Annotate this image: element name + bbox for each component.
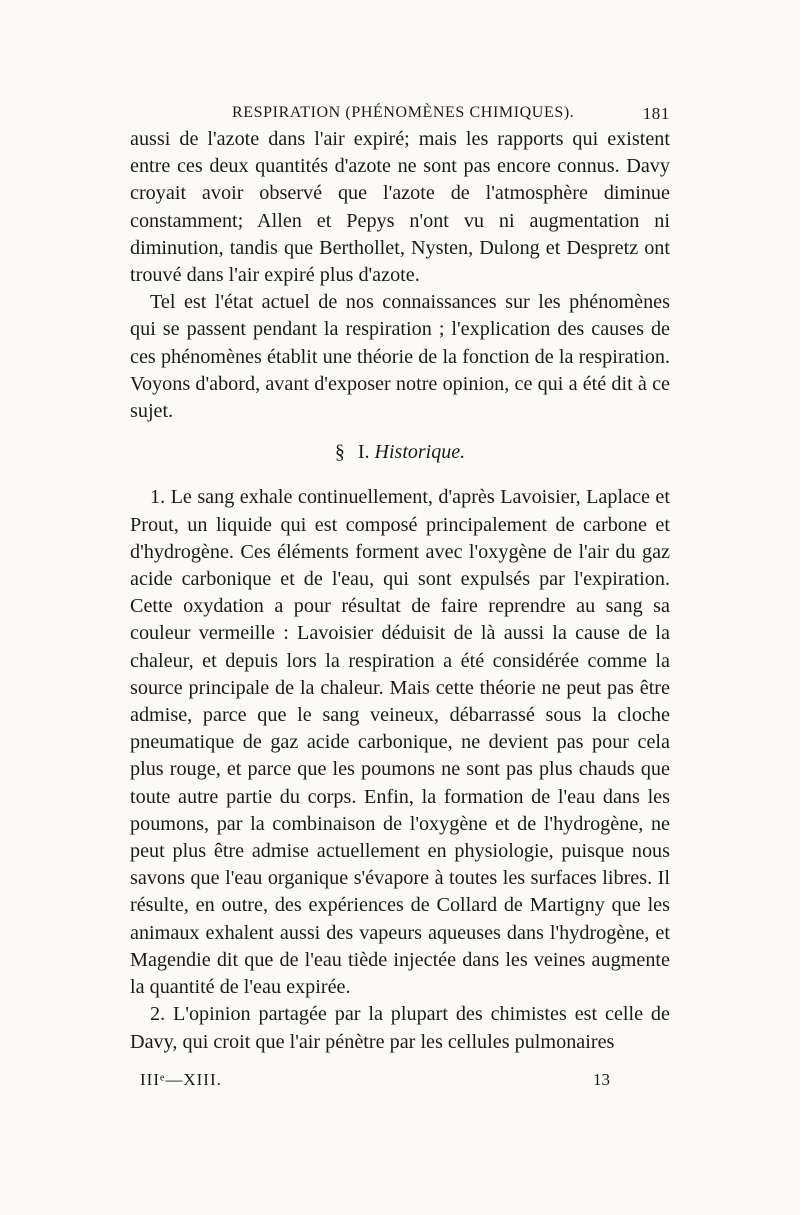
- section-number: I.: [357, 441, 370, 464]
- running-head-title: RESPIRATION (PHÉNOMÈNES CHIMIQUES).: [232, 104, 575, 121]
- section-title: Historique.: [374, 441, 466, 464]
- book-page: [130, 100, 670, 1056]
- numbered-item-2: 2. L'opinion partagée par la plupart des chimistes est celle de Davy, qui croit que l'air pénètre par les cellules pulmonaires: [130, 1003, 670, 1053]
- section-heading: [130, 439, 670, 466]
- page-number: 181: [642, 104, 670, 123]
- section-symbol: §: [334, 441, 345, 464]
- running-head: [130, 100, 670, 126]
- sheet-number: 13: [593, 1070, 610, 1089]
- page-footer: [140, 1070, 610, 1094]
- paragraph-continued: aussi de l'azote dans l'air expiré; mais les rapports qui existent entre ces deux quantités d'azote ne sont pas encore connus. Davy croyait avoir observé que l'azote de l'atmosphère diminue constamment; Allen et Pepys n'ont vu ni augmentation ni diminution, tandis que Berthollet, Nysten, Dulong et Despretz ont trouvé dans l'air expiré plus d'azote.: [130, 128, 670, 287]
- paragraph: Tel est l'état actuel de nos connaissances sur les phénomènes qui se passent pendant la respiration ; l'explication des causes de ces phénomènes établit une théorie de la fonction de la respiration. Voyons d'abord, avant d'exposer notre opinion, ce qui a été dit à ce sujet.: [130, 291, 670, 423]
- body-text: [130, 126, 670, 1056]
- numbered-item-1: 1. Le sang exhale continuellement, d'après Lavoisier, Laplace et Prout, un liquide qui est composé principalement de carbone et d'hydrogène. Ces éléments forment avec l'oxygène de l'air du gaz acide carbonique et de l'eau, qui sont expulsés par l'expiration. Cette oxydation a pour résultat de faire reprendre au sang sa couleur vermeille : Lavoisier déduisit de là aussi la cause de la chaleur, et depuis lors la respiration a été considérée comme la source principale de la chaleur. Mais cette théorie ne peut pas être admise, parce que le sang veineux, débarrassé sous la cloche pneumatique de gaz acide carbonique, ne devient pas pour cela plus rouge, et parce que les poumons ne sont pas plus chauds que toute autre partie du corps. Enfin, la formation de l'eau dans les poumons, par la combinaison de l'oxygène et de l'hydrogène, ne peut plus être admise actuellement en physiologie, puisque nous savons que l'eau organique s'évapore à toutes les surfaces libres. Il résulte, en outre, des expériences de Collard de Martigny que les animaux exhalent aussi des vapeurs aqueuses dans l'hydrogène, et Magendie dit que de l'eau tiède injectée dans les veines augmente la quantité de l'eau expirée.: [130, 486, 670, 999]
- signature-mark: IIIᵉ—XIII.: [140, 1070, 222, 1089]
